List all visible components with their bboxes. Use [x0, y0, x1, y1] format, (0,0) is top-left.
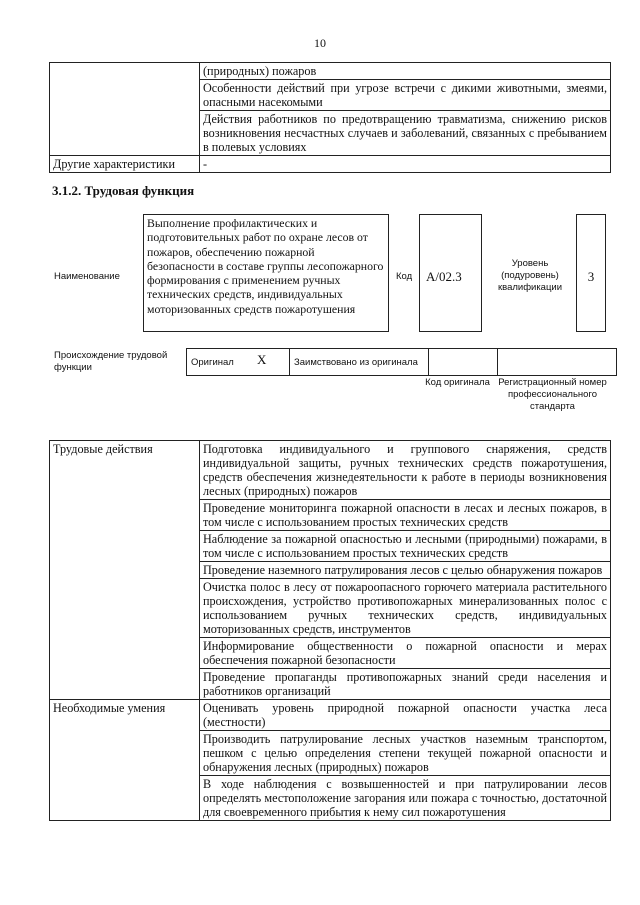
name-label: Наименование: [54, 271, 120, 282]
original-mark: X: [257, 352, 267, 367]
labor-action-item: Информирование общественности о пожарной опасности и мерах обеспечения пожарной безопасности: [200, 638, 611, 669]
original-code-caption: Код оригинала: [425, 377, 490, 388]
borrowed-label: Заимствовано из оригинала: [290, 349, 429, 376]
skills-label: Необходимые умения: [50, 700, 200, 821]
origin-table: [186, 348, 617, 376]
previous-function-table: [49, 62, 611, 173]
qualification-level-field: 3: [576, 214, 606, 332]
skill-item: В ходе наблюдения с возвышенностей и при патрулировании лесов определять местоположение загорания или пожара с точностью, достаточной для своевременного прибытия к нему сил пожаротушения: [200, 776, 611, 821]
qualification-level-label: Уровень (подуровень) квалификации: [497, 258, 563, 293]
skill-item: Производить патрулирование лесных участков наземным транспортом, пешком с целью определения степени текущей пожарной опасности и обнаружения лесных (природных) пожаров: [200, 731, 611, 776]
labor-action-item: Проведение наземного патрулирования лесов с целью обнаружения пожаров: [200, 562, 611, 579]
skill-item: Оценивать уровень природной пожарной опасности участка леса (местности): [200, 700, 611, 731]
table-cell-empty: [50, 63, 200, 156]
original-cell: [187, 349, 290, 376]
labor-action-item: Проведение пропаганды противопожарных знаний среди населения и работников организаций: [200, 669, 611, 700]
labor-function-table: [49, 440, 611, 821]
other-characteristics-label: Другие характеристики: [50, 156, 200, 173]
original-label: Оригинал: [191, 356, 234, 368]
function-code-field: А/02.3: [419, 214, 482, 332]
labor-actions-label: Трудовые действия: [50, 441, 200, 700]
labor-action-item: Проведение мониторинга пожарной опасности в лесах и лесных пожаров, в том числе с использованием простых технических средств: [200, 500, 611, 531]
registration-number-caption: Регистрационный номер профессионального стандарта: [498, 377, 607, 412]
section-heading: 3.1.2. Трудовая функция: [52, 183, 195, 198]
table-row-text: Действия работников по предотвращению травматизма, снижению рисков возникновения несчастных случаев и заболеваний, связанных с пребыванием в полевых условиях: [200, 111, 611, 156]
table-row-text: Особенности действий при угрозе встречи с дикими животными, змеями, опасными насекомыми: [200, 80, 611, 111]
other-characteristics-value: -: [200, 156, 611, 173]
page-number: 10: [314, 36, 326, 50]
labor-action-item: Подготовка индивидуального и группового снаряжения, средств индивидуальной защиты, ручных технических средств пожаротушения, средств обеспечения жизнедеятельности к работе в периоды возникновения лесных (природных) пожаров: [200, 441, 611, 500]
table-row-text: (природных) пожаров: [200, 63, 611, 80]
original-code-cell: [429, 349, 498, 376]
function-name-field: Выполнение профилактических и подготовительных работ по охране лесов от пожаров, обеспечению пожарной безопасности в составе группы лесопожарного формирования с применением ручных технических средств, индивидуальных моторизованных средств пожаротушения: [143, 214, 389, 332]
registration-number-cell: [498, 349, 617, 376]
labor-action-item: Очистка полос в лесу от пожароопасного горючего материала растительного происхождения, устройство противопожарных минерализованных полос с использованием ручных технических средств, индивидуальных моторизованных средств, инструментов: [200, 579, 611, 638]
origin-label: Происхождение трудовой функции: [54, 350, 168, 373]
code-label: Код: [396, 271, 413, 282]
labor-action-item: Наблюдение за пожарной опасностью и лесными (природными) пожарами, в том числе с использованием простых технических средств: [200, 531, 611, 562]
